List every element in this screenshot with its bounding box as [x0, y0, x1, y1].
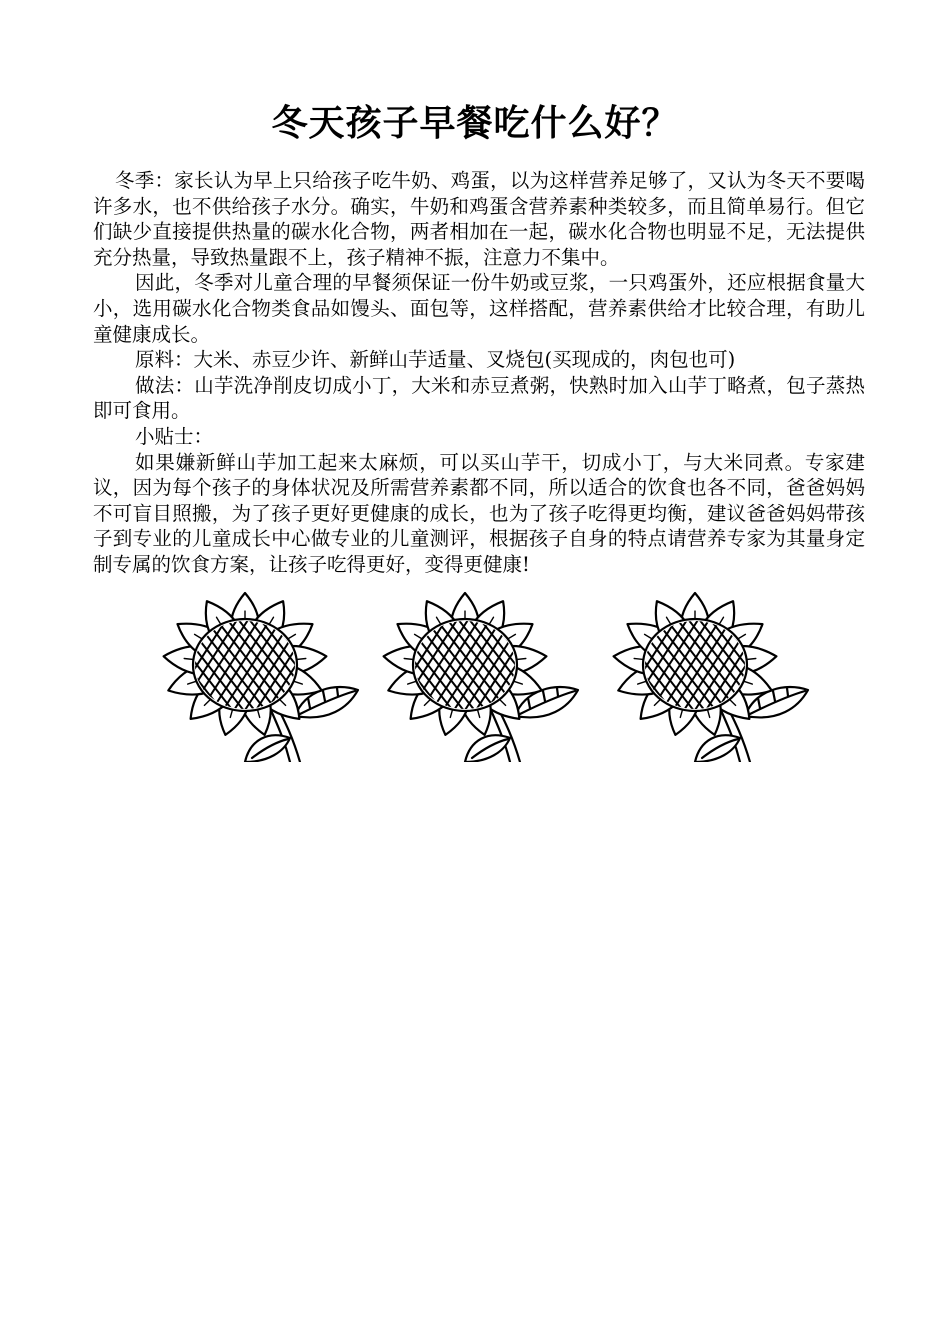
- paragraph-tips-heading: 小贴士：: [135, 424, 214, 448]
- paragraph-therefore: 因此，冬季对儿童合理的早餐须保证一份牛奶或豆浆，一只鸡蛋外，还应根据食量大小，选用碳水化合物类食品如馒头、面包等，这样搭配，营养素供给才比较合理，有助儿童健康成长。: [93, 271, 865, 346]
- paragraph-winter: 冬季：家长认为早上只给孩子吃牛奶、鸡蛋，以为这样营养足够了，又认为冬天不要喝许多水，也不供给孩子水分。确实，牛奶和鸡蛋含营养素种类较多，而且简单易行。但它们缺少直接提供热量的碳水化合物，两者相加在一起，碳水化合物也明显不足，无法提供充分热量，导致热量跟不上，孩子精神不振，注意力不集中。: [93, 169, 865, 269]
- page-title: 冬天孩子早餐吃什么好？: [271, 102, 679, 144]
- sunflower-illustrations: [150, 590, 830, 765]
- sunflower-icon: [150, 590, 365, 762]
- paragraph-method: 做法：山芋洗净削皮切成小丁，大米和赤豆煮粥，快熟时加入山芋丁略煮，包子蒸热即可食用。: [93, 373, 865, 423]
- paragraph-ingredients: 原料：大米、赤豆少许、新鲜山芋适量、叉烧包(买现成的，肉包也可): [135, 348, 736, 372]
- sunflower-icon: [370, 590, 585, 762]
- article-body: [93, 168, 865, 578]
- sunflower-icon: [600, 590, 815, 762]
- paragraph-tips: 如果嫌新鲜山芋加工起来太麻烦，可以买山芋干，切成小丁，与大米同煮。专家建议，因为每个孩子的身体状况及所需营养素都不同，所以适合的饮食也各不同，爸爸妈妈不可盲目照搬，为了孩子更好更健康的成长，也为了孩子吃得更均衡，建议爸爸妈妈带孩子到专业的儿童成长中心做专业的儿童测评，根据孩子自身的特点请营养专家为其量身定制专属的饮食方案，让孩子吃得更好，变得更健康!: [93, 450, 865, 576]
